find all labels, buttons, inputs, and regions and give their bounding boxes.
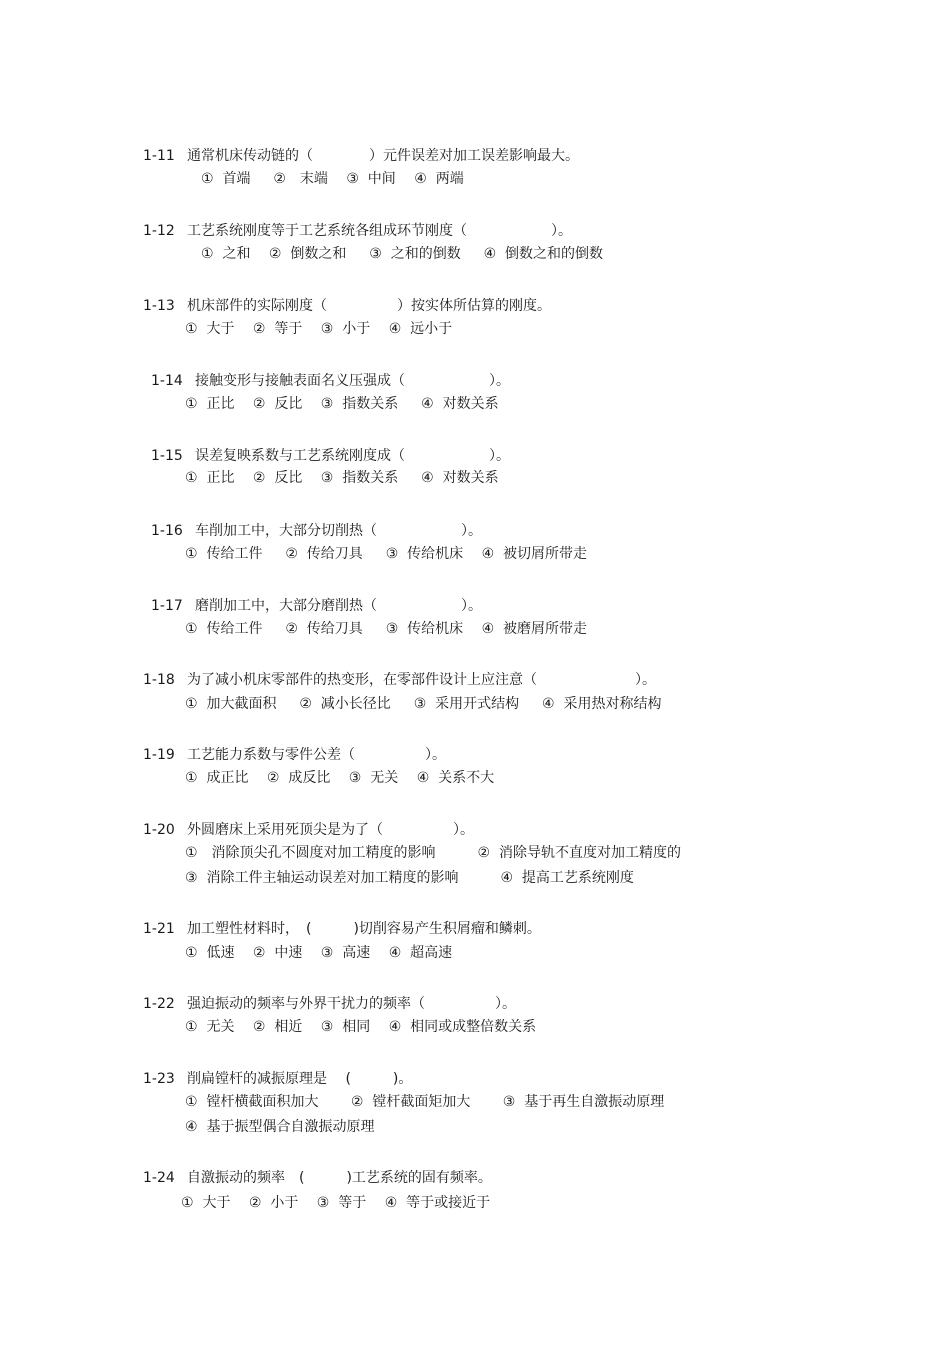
question-text: 接触变形与接触表面名义压强成（ ）。: [195, 373, 510, 389]
question-text: 削扁镗杆的减振原理是 ( )。: [187, 1071, 413, 1087]
question-number: 1-11: [143, 148, 175, 164]
question-1-18-options: ① 加大截面积 ② 减小长径比 ③ 采用开式结构 ④ 采用热对称结构: [185, 696, 662, 712]
question-number: 1-23: [143, 1071, 175, 1087]
question-1-23-options-line-2: ④ 基于振型偶合自激振动原理: [185, 1119, 375, 1135]
question-1-16-options: ① 传给工件 ② 传给刀具 ③ 传给机床 ④ 被切屑所带走: [185, 546, 588, 562]
question-1-20: [143, 821, 474, 839]
question-1-15-options: ① 正比 ② 反比 ③ 指数关系 ④ 对数关系: [185, 470, 499, 486]
question-1-18: [143, 671, 656, 689]
question-1-14-options: ① 正比 ② 反比 ③ 指数关系 ④ 对数关系: [185, 396, 499, 412]
question-text: 为了减小机床零部件的热变形，在零部件设计上应注意（ ）。: [187, 672, 656, 688]
question-1-20-options-line-1: ① 消除顶尖孔不圆度对加工精度的影响 ② 消除导轨不直度对加工精度的: [185, 845, 681, 861]
question-number: 1-12: [143, 223, 175, 239]
question-1-13: [143, 297, 551, 315]
question-text: 加工塑性材料时， ( )切削容易产生积屑瘤和鳞刺。: [187, 921, 541, 937]
question-1-17-options: ① 传给工件 ② 传给刀具 ③ 传给机床 ④ 被磨屑所带走: [185, 621, 588, 637]
question-number: 1-22: [143, 996, 175, 1012]
question-1-24-options: ① 大于 ② 小于 ③ 等于 ④ 等于或接近于: [181, 1195, 491, 1211]
question-text: 磨削加工中，大部分磨削热（ ）。: [195, 598, 482, 614]
question-1-21: [143, 920, 541, 938]
question-number: 1-17: [151, 598, 183, 614]
question-number: 1-14: [151, 373, 183, 389]
question-number: 1-21: [143, 921, 175, 937]
question-text: 机床部件的实际刚度（ ）按实体所估算的刚度。: [187, 298, 551, 314]
question-1-19: [143, 746, 446, 764]
question-1-12: [143, 222, 572, 240]
question-1-20-options-line-2: ③ 消除工件主轴运动误差对加工精度的影响 ④ 提高工艺系统刚度: [185, 870, 634, 886]
question-1-19-options: ① 成正比 ② 成反比 ③ 无关 ④ 关系不大: [185, 770, 495, 786]
question-1-12-options: ① 之和 ② 倒数之和 ③ 之和的倒数 ④ 倒数之和的倒数: [201, 246, 604, 262]
question-1-16: [151, 522, 482, 540]
question-text: 车削加工中，大部分切削热（ ）。: [195, 523, 482, 539]
question-text: 误差复映系数与工艺系统刚度成（ ）。: [195, 448, 510, 464]
question-1-13-options: ① 大于 ② 等于 ③ 小于 ④ 远小于: [185, 321, 453, 337]
question-number: 1-16: [151, 523, 183, 539]
question-text: 工艺能力系数与零件公差（ ）。: [187, 747, 446, 763]
question-number: 1-19: [143, 747, 175, 763]
question-1-22: [143, 995, 516, 1013]
question-text: 外圆磨床上采用死顶尖是为了（ ）。: [187, 822, 474, 838]
question-1-14: [151, 372, 510, 390]
question-text: 通常机床传动链的（ ）元件误差对加工误差影响最大。: [187, 148, 579, 164]
question-1-11-options: ① 首端 ② 末端 ③ 中间 ④ 两端: [201, 171, 464, 187]
question-1-23-options-line-1: ① 镗杆横截面积加大 ② 镗杆截面矩加大 ③ 基于再生自激振动原理: [185, 1094, 665, 1110]
question-text: 自激振动的频率 ( )工艺系统的固有频率。: [187, 1170, 492, 1186]
question-1-21-options: ① 低速 ② 中速 ③ 高速 ④ 超高速: [185, 945, 453, 961]
question-number: 1-15: [151, 448, 183, 464]
question-text: 强迫振动的频率与外界干扰力的频率（ ）。: [187, 996, 516, 1012]
question-number: 1-20: [143, 822, 175, 838]
question-1-17: [151, 597, 482, 615]
question-1-24: [143, 1169, 492, 1187]
question-text: 工艺系统刚度等于工艺系统各组成环节刚度（ ）。: [187, 223, 572, 239]
question-number: 1-18: [143, 672, 175, 688]
question-1-15: [151, 447, 510, 465]
question-1-23: [143, 1070, 412, 1088]
question-number: 1-24: [143, 1170, 175, 1186]
question-1-11: [143, 147, 579, 165]
question-number: 1-13: [143, 298, 175, 314]
question-1-22-options: ① 无关 ② 相近 ③ 相同 ④ 相同或成整倍数关系: [185, 1019, 537, 1035]
